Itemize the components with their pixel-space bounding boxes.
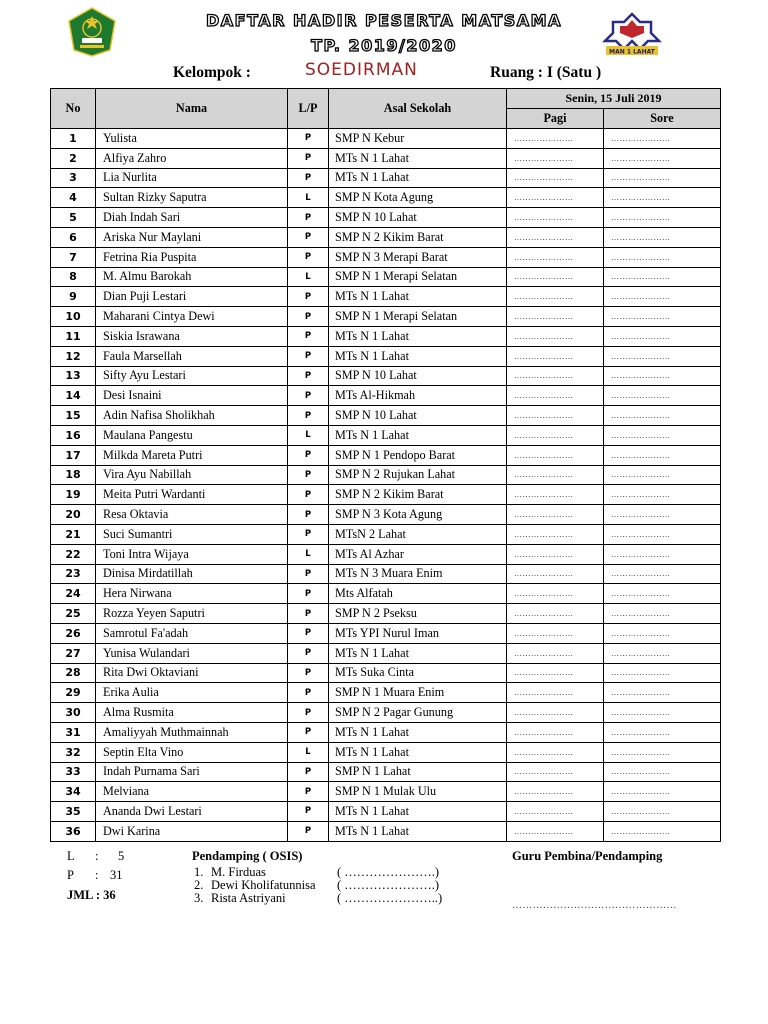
row-sore-signature: ………………… — [604, 168, 721, 188]
row-lp: P — [288, 623, 329, 643]
row-sore-signature: ………………… — [604, 485, 721, 505]
row-pagi-signature: ………………… — [507, 782, 604, 802]
row-lp: P — [288, 148, 329, 168]
row-asal-sekolah: SMP N 2 Pseksu — [329, 604, 507, 624]
table-row — [51, 366, 721, 386]
row-lp: P — [288, 307, 329, 327]
row-pagi-signature: ………………… — [507, 326, 604, 346]
row-no: 34 — [51, 782, 96, 802]
table-row — [51, 584, 721, 604]
jml-total: JML : 36 — [67, 888, 116, 902]
row-asal-sekolah: MTs N 1 Lahat — [329, 722, 507, 742]
row-pagi-signature: ………………… — [507, 465, 604, 485]
pendamping-name: Rista Astriyani — [211, 891, 286, 905]
row-sore-signature: ………………… — [604, 307, 721, 327]
row-nama: M. Almu Barokah — [96, 267, 288, 287]
row-asal-sekolah: SMP N 10 Lahat — [329, 366, 507, 386]
row-nama: Yulista — [96, 129, 288, 149]
row-nama: Indah Purnama Sari — [96, 762, 288, 782]
row-sore-signature: ………………… — [604, 703, 721, 723]
row-no: 5 — [51, 208, 96, 228]
row-lp: L — [288, 742, 329, 762]
table-row — [51, 129, 721, 149]
table-row — [51, 703, 721, 723]
row-lp: P — [288, 168, 329, 188]
row-no: 30 — [51, 703, 96, 723]
logo-caption: MAN 1 LAHAT — [609, 48, 655, 56]
row-nama: Maharani Cintya Dewi — [96, 307, 288, 327]
row-no: 19 — [51, 485, 96, 505]
row-asal-sekolah: MTs N 1 Lahat — [329, 346, 507, 366]
row-no: 23 — [51, 564, 96, 584]
row-pagi-signature: ………………… — [507, 663, 604, 683]
row-pagi-signature: ………………… — [507, 366, 604, 386]
table-row — [51, 742, 721, 762]
row-nama: Samrotul Fa'adah — [96, 623, 288, 643]
row-nama: Erika Aulia — [96, 683, 288, 703]
row-asal-sekolah: MTs N 1 Lahat — [329, 287, 507, 307]
table-row — [51, 782, 721, 802]
row-no: 33 — [51, 762, 96, 782]
kemenag-logo — [66, 7, 118, 57]
row-no: 29 — [51, 683, 96, 703]
row-nama: Milkda Mareta Putri — [96, 445, 288, 465]
row-no: 3 — [51, 168, 96, 188]
row-no: 1 — [51, 129, 96, 149]
row-lp: P — [288, 326, 329, 346]
row-pagi-signature: ………………… — [507, 287, 604, 307]
row-no: 26 — [51, 623, 96, 643]
table-row — [51, 168, 721, 188]
row-nama: Dwi Karina — [96, 821, 288, 841]
row-nama: Dinisa Mirdatillah — [96, 564, 288, 584]
row-no: 25 — [51, 604, 96, 624]
row-pagi-signature: ………………… — [507, 703, 604, 723]
row-lp: P — [288, 762, 329, 782]
pendamping-number: 3. — [194, 891, 204, 905]
pendamping-signature: ( ………………….) — [337, 878, 440, 892]
row-asal-sekolah: MTs N 1 Lahat — [329, 425, 507, 445]
header-no: No — [51, 89, 96, 129]
row-sore-signature: ………………… — [604, 425, 721, 445]
title-line-2: TP. 2019/2020 — [311, 36, 457, 55]
row-nama: Dian Puji Lestari — [96, 287, 288, 307]
row-pagi-signature: ………………… — [507, 386, 604, 406]
row-lp: P — [288, 346, 329, 366]
ruang-label: Ruang : I (Satu ) — [490, 64, 602, 81]
row-lp: P — [288, 722, 329, 742]
row-sore-signature: ………………… — [604, 366, 721, 386]
row-nama: Ariska Nur Maylani — [96, 227, 288, 247]
row-lp: P — [288, 247, 329, 267]
row-pagi-signature: ………………… — [507, 505, 604, 525]
table-row — [51, 267, 721, 287]
row-pagi-signature: ………………… — [507, 485, 604, 505]
table-row — [51, 326, 721, 346]
table-row — [51, 287, 721, 307]
guru-title: Guru Pembina/Pendamping — [512, 849, 663, 863]
table-row — [51, 425, 721, 445]
row-pagi-signature: ………………… — [507, 307, 604, 327]
row-lp: P — [288, 129, 329, 149]
table-row — [51, 623, 721, 643]
row-sore-signature: ………………… — [604, 346, 721, 366]
row-nama: Vira Ayu Nabillah — [96, 465, 288, 485]
row-asal-sekolah: SMP N Kebur — [329, 129, 507, 149]
table-row — [51, 564, 721, 584]
row-asal-sekolah: Mts Alfatah — [329, 584, 507, 604]
row-pagi-signature: ………………… — [507, 188, 604, 208]
row-asal-sekolah: SMP N 1 Mulak Ulu — [329, 782, 507, 802]
table-row — [51, 505, 721, 525]
row-lp: P — [288, 445, 329, 465]
row-sore-signature: ………………… — [604, 643, 721, 663]
row-asal-sekolah: SMP N 1 Pendopo Barat — [329, 445, 507, 465]
row-sore-signature: ………………… — [604, 623, 721, 643]
row-pagi-signature: ………………… — [507, 168, 604, 188]
row-no: 32 — [51, 742, 96, 762]
table-row — [51, 802, 721, 822]
row-sore-signature: ………………… — [604, 247, 721, 267]
row-pagi-signature: ………………… — [507, 208, 604, 228]
row-pagi-signature: ………………… — [507, 524, 604, 544]
row-nama: Sifty Ayu Lestari — [96, 366, 288, 386]
row-asal-sekolah: SMP N 3 Merapi Barat — [329, 247, 507, 267]
table-row — [51, 821, 721, 841]
pendamping-title: Pendamping ( OSIS) — [192, 849, 303, 863]
row-nama: Fetrina Ria Puspita — [96, 247, 288, 267]
row-sore-signature: ………………… — [604, 544, 721, 564]
row-asal-sekolah: MTs Al Azhar — [329, 544, 507, 564]
header-pagi: Pagi — [507, 109, 604, 129]
row-pagi-signature: ………………… — [507, 544, 604, 564]
row-nama: Yunisa Wulandari — [96, 643, 288, 663]
table-row — [51, 524, 721, 544]
header-nama: Nama — [96, 89, 288, 129]
row-nama: Siskia Israwana — [96, 326, 288, 346]
row-no: 28 — [51, 663, 96, 683]
p-label: P — [67, 868, 74, 882]
row-asal-sekolah: MTs N 1 Lahat — [329, 148, 507, 168]
row-pagi-signature: ………………… — [507, 227, 604, 247]
row-lp: P — [288, 505, 329, 525]
row-lp: P — [288, 524, 329, 544]
row-asal-sekolah: MTs Suka Cinta — [329, 663, 507, 683]
row-sore-signature: ………………… — [604, 802, 721, 822]
table-row — [51, 406, 721, 426]
row-pagi-signature: ………………… — [507, 564, 604, 584]
table-row — [51, 208, 721, 228]
row-pagi-signature: ………………… — [507, 623, 604, 643]
header-date: Senin, 15 Juli 2019 — [507, 89, 721, 109]
row-no: 14 — [51, 386, 96, 406]
row-asal-sekolah: MTs N 1 Lahat — [329, 802, 507, 822]
row-pagi-signature: ………………… — [507, 148, 604, 168]
row-asal-sekolah: SMP N 1 Merapi Selatan — [329, 267, 507, 287]
row-sore-signature: ………………… — [604, 208, 721, 228]
row-lp: P — [288, 386, 329, 406]
row-lp: P — [288, 663, 329, 683]
row-pagi-signature: ………………… — [507, 722, 604, 742]
row-no: 18 — [51, 465, 96, 485]
row-nama: Rita Dwi Oktaviani — [96, 663, 288, 683]
row-lp: P — [288, 287, 329, 307]
row-asal-sekolah: MTs N 1 Lahat — [329, 643, 507, 663]
row-lp: P — [288, 643, 329, 663]
row-nama: Suci Sumantri — [96, 524, 288, 544]
row-lp: P — [288, 584, 329, 604]
row-asal-sekolah: SMP N 2 Kikim Barat — [329, 227, 507, 247]
row-asal-sekolah: SMP N 1 Merapi Selatan — [329, 307, 507, 327]
row-pagi-signature: ………………… — [507, 683, 604, 703]
guru-sign-line: ………………………………………… — [512, 900, 677, 911]
row-nama: Amaliyyah Muthmainnah — [96, 722, 288, 742]
row-asal-sekolah: MTs N 3 Muara Enim — [329, 564, 507, 584]
row-nama: Toni Intra Wijaya — [96, 544, 288, 564]
row-nama: Maulana Pangestu — [96, 425, 288, 445]
row-lp: P — [288, 604, 329, 624]
row-no: 8 — [51, 267, 96, 287]
row-nama: Sultan Rizky Saputra — [96, 188, 288, 208]
row-pagi-signature: ………………… — [507, 346, 604, 366]
table-row — [51, 762, 721, 782]
row-no: 12 — [51, 346, 96, 366]
table-row — [51, 227, 721, 247]
row-sore-signature: ………………… — [604, 188, 721, 208]
table-row — [51, 643, 721, 663]
row-no: 15 — [51, 406, 96, 426]
row-sore-signature: ………………… — [604, 148, 721, 168]
row-asal-sekolah: SMP N Kota Agung — [329, 188, 507, 208]
row-sore-signature: ………………… — [604, 722, 721, 742]
row-lp: P — [288, 366, 329, 386]
table-body — [51, 129, 721, 842]
table-row — [51, 148, 721, 168]
row-asal-sekolah: SMP N 2 Pagar Gunung — [329, 703, 507, 723]
row-lp: P — [288, 683, 329, 703]
row-pagi-signature: ………………… — [507, 604, 604, 624]
row-asal-sekolah: SMP N 2 Rujukan Lahat — [329, 465, 507, 485]
row-nama: Hera Nirwana — [96, 584, 288, 604]
pendamping-name: M. Firduas — [211, 865, 266, 879]
row-pagi-signature: ………………… — [507, 762, 604, 782]
row-nama: Septin Elta Vino — [96, 742, 288, 762]
row-no: 10 — [51, 307, 96, 327]
row-sore-signature: ………………… — [604, 663, 721, 683]
table-row — [51, 663, 721, 683]
row-asal-sekolah: SMP N 1 Muara Enim — [329, 683, 507, 703]
row-lp: P — [288, 208, 329, 228]
row-no: 9 — [51, 287, 96, 307]
row-no: 13 — [51, 366, 96, 386]
attendance-table — [50, 88, 721, 842]
row-nama: Resa Oktavia — [96, 505, 288, 525]
table-row — [51, 386, 721, 406]
row-lp: L — [288, 267, 329, 287]
row-pagi-signature: ………………… — [507, 406, 604, 426]
header-asal-sekolah: Asal Sekolah — [329, 89, 507, 129]
table-row — [51, 722, 721, 742]
row-no: 20 — [51, 505, 96, 525]
pendamping-signature: ( …………………..) — [337, 891, 443, 905]
row-asal-sekolah: SMP N 1 Lahat — [329, 762, 507, 782]
table-row — [51, 604, 721, 624]
row-sore-signature: ………………… — [604, 821, 721, 841]
row-no: 17 — [51, 445, 96, 465]
row-no: 7 — [51, 247, 96, 267]
row-sore-signature: ………………… — [604, 406, 721, 426]
row-asal-sekolah: MTs N 1 Lahat — [329, 326, 507, 346]
row-nama: Faula Marsellah — [96, 346, 288, 366]
row-asal-sekolah: SMP N 10 Lahat — [329, 406, 507, 426]
row-no: 24 — [51, 584, 96, 604]
row-sore-signature: ………………… — [604, 267, 721, 287]
row-lp: P — [288, 821, 329, 841]
pendamping-signature: ( ………………….) — [337, 865, 440, 879]
row-sore-signature: ………………… — [604, 604, 721, 624]
row-lp: L — [288, 544, 329, 564]
row-pagi-signature: ………………… — [507, 129, 604, 149]
row-lp: P — [288, 703, 329, 723]
row-no: 27 — [51, 643, 96, 663]
p-count: P : 31 — [67, 868, 123, 882]
row-no: 2 — [51, 148, 96, 168]
row-pagi-signature: ………………… — [507, 584, 604, 604]
row-lp: P — [288, 564, 329, 584]
row-asal-sekolah: MTs Al-Hikmah — [329, 386, 507, 406]
p-value: 31 — [110, 868, 123, 882]
row-sore-signature: ………………… — [604, 445, 721, 465]
row-no: 11 — [51, 326, 96, 346]
row-no: 4 — [51, 188, 96, 208]
kelompok-label: Kelompok : — [173, 64, 251, 81]
row-nama: Rozza Yeyen Saputri — [96, 604, 288, 624]
row-pagi-signature: ………………… — [507, 742, 604, 762]
row-no: 35 — [51, 802, 96, 822]
table-row — [51, 188, 721, 208]
row-sore-signature: ………………… — [604, 465, 721, 485]
row-no: 16 — [51, 425, 96, 445]
row-lp: L — [288, 188, 329, 208]
table-row — [51, 465, 721, 485]
man-1-lahat-logo — [596, 12, 668, 58]
row-nama: Adin Nafisa Sholikhah — [96, 406, 288, 426]
row-nama: Alfiya Zahro — [96, 148, 288, 168]
pendamping-name: Dewi Kholifatunnisa — [211, 878, 316, 892]
row-no: 31 — [51, 722, 96, 742]
row-no: 6 — [51, 227, 96, 247]
row-asal-sekolah: MTs N 1 Lahat — [329, 742, 507, 762]
kelompok-value: SOEDIRMAN — [305, 60, 418, 80]
row-sore-signature: ………………… — [604, 129, 721, 149]
row-nama: Lia Nurlita — [96, 168, 288, 188]
row-lp: P — [288, 406, 329, 426]
row-sore-signature: ………………… — [604, 742, 721, 762]
row-sore-signature: ………………… — [604, 287, 721, 307]
header-lp: L/P — [288, 89, 329, 129]
row-pagi-signature: ………………… — [507, 821, 604, 841]
row-sore-signature: ………………… — [604, 386, 721, 406]
row-nama: Melviana — [96, 782, 288, 802]
row-sore-signature: ………………… — [604, 505, 721, 525]
table-row — [51, 683, 721, 703]
row-sore-signature: ………………… — [604, 564, 721, 584]
pendamping-number: 1. — [194, 865, 204, 879]
row-no: 36 — [51, 821, 96, 841]
title-line-1: DAFTAR HADIR PESERTA MATSAMA — [206, 11, 562, 30]
l-label: L — [67, 849, 75, 863]
row-lp: P — [288, 465, 329, 485]
row-lp: P — [288, 802, 329, 822]
table-row — [51, 485, 721, 505]
row-nama: Desi Isnaini — [96, 386, 288, 406]
row-sore-signature: ………………… — [604, 782, 721, 802]
row-pagi-signature: ………………… — [507, 425, 604, 445]
row-sore-signature: ………………… — [604, 683, 721, 703]
header-sore: Sore — [604, 109, 721, 129]
row-lp: P — [288, 782, 329, 802]
row-asal-sekolah: SMP N 3 Kota Agung — [329, 505, 507, 525]
row-asal-sekolah: SMP N 2 Kikim Barat — [329, 485, 507, 505]
table-row — [51, 247, 721, 267]
row-no: 21 — [51, 524, 96, 544]
row-lp: P — [288, 485, 329, 505]
row-nama: Alma Rusmita — [96, 703, 288, 723]
row-sore-signature: ………………… — [604, 326, 721, 346]
row-lp: L — [288, 425, 329, 445]
row-lp: P — [288, 227, 329, 247]
pendamping-number: 2. — [194, 878, 204, 892]
row-sore-signature: ………………… — [604, 524, 721, 544]
table-row — [51, 544, 721, 564]
row-pagi-signature: ………………… — [507, 445, 604, 465]
table-row — [51, 346, 721, 366]
l-count: L : 5 — [67, 849, 125, 863]
row-pagi-signature: ………………… — [507, 267, 604, 287]
row-asal-sekolah: MTs N 1 Lahat — [329, 168, 507, 188]
row-sore-signature: ………………… — [604, 762, 721, 782]
row-asal-sekolah: MTsN 2 Lahat — [329, 524, 507, 544]
row-pagi-signature: ………………… — [507, 247, 604, 267]
row-sore-signature: ………………… — [604, 227, 721, 247]
l-value: 5 — [118, 849, 125, 863]
row-no: 22 — [51, 544, 96, 564]
row-sore-signature: ………………… — [604, 584, 721, 604]
row-nama: Diah Indah Sari — [96, 208, 288, 228]
row-nama: Meita Putri Wardanti — [96, 485, 288, 505]
row-pagi-signature: ………………… — [507, 643, 604, 663]
row-asal-sekolah: MTs YPI Nurul Iman — [329, 623, 507, 643]
row-pagi-signature: ………………… — [507, 802, 604, 822]
row-asal-sekolah: MTs N 1 Lahat — [329, 821, 507, 841]
table-row — [51, 445, 721, 465]
table-row — [51, 307, 721, 327]
row-asal-sekolah: SMP N 10 Lahat — [329, 208, 507, 228]
row-nama: Ananda Dwi Lestari — [96, 802, 288, 822]
